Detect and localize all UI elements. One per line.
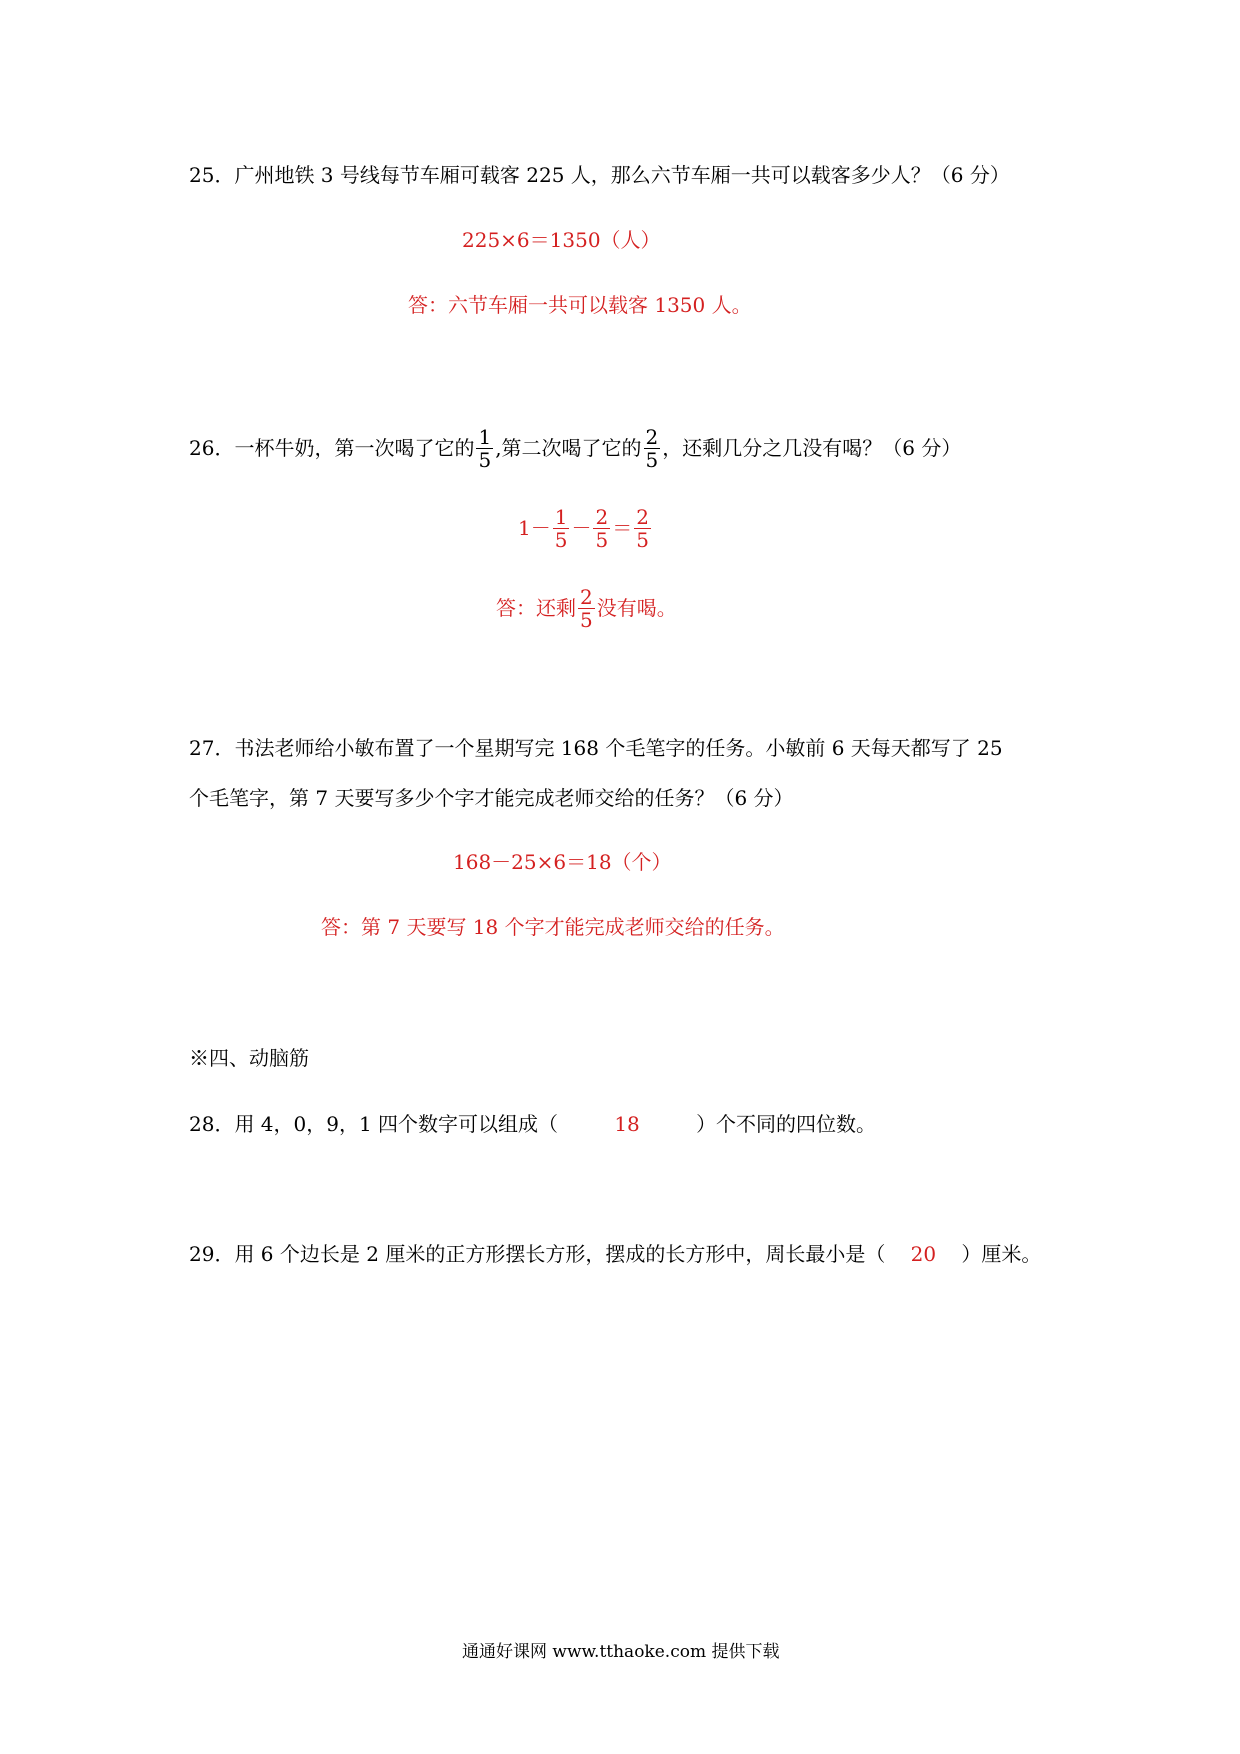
q26-answer-text-2: 没有喝。 [596,596,677,620]
q29-text-2: ）厘米。 [961,1242,1042,1266]
fraction-denominator: 5 [595,527,609,552]
q26-fraction-2 [644,426,661,471]
q28-text-1: 28．用 4，0，9，1 四个数字可以组成（ [189,1112,559,1136]
fraction-numerator: 1 [554,504,568,529]
question-27-line-2: 个毛笔字，第 7 天要写多少个字才能完成老师交给的任务？（6 分） [189,786,794,810]
q27-answer: 答：第 7 天要写 18 个字才能完成老师交给的任务。 [321,915,785,939]
question-26 [189,420,961,476]
fraction-numerator: 2 [636,504,649,529]
fraction-numerator: 2 [595,504,609,529]
fraction-numerator: 1 [478,424,492,449]
q25-formula: 225×6＝1350（人） [462,228,661,252]
fraction-denominator: 5 [554,527,568,552]
q26-calc-equals: ＝ [612,516,633,540]
q28-answer: 18 [614,1112,640,1136]
q26-calc-one-minus: 1－ [518,516,551,540]
q26-calc-fraction-2 [593,506,610,551]
q26-answer-text-1: 答：还剩 [496,596,576,620]
q26-text-3: ，还剩几分之几没有喝？（6 分） [662,436,962,460]
q26-calc-fraction-1 [553,506,570,551]
question-25: 25．广州地铁 3 号线每节车厢可载客 225 人，那么六节车厢一共可以载客多少人？（6 分） [189,163,1010,187]
question-28 [189,1110,876,1138]
fraction-numerator: 2 [645,424,659,449]
fraction-denominator: 5 [580,607,593,632]
q26-text-2: ,第二次喝了它的 [495,436,642,460]
q26-text-1: 26．一杯牛奶，第一次喝了它的 [189,436,475,460]
page-footer: 通通好课网 www.tthaoke.com 提供下载 [462,1642,780,1662]
fraction-denominator: 5 [645,447,659,472]
q26-answer-fraction [578,586,595,631]
q27-formula: 168－25×6＝18（个） [453,850,672,874]
fraction-denominator: 5 [636,527,649,552]
question-29 [189,1240,1041,1268]
question-27-line-1: 27．书法老师给小敏布置了一个星期写完 168 个毛笔字的任务。小敏前 6 天每天都写了 25 [189,736,1003,760]
q26-answer [496,580,677,636]
section-4-title: ※四、动脑筋 [189,1046,309,1070]
q29-answer: 20 [910,1242,937,1266]
q26-formula [518,500,653,556]
q29-text-1: 29．用 6 个边长是 2 厘米的正方形摆长方形，摆成的长方形中，周长最小是（ [189,1242,886,1266]
fraction-numerator: 2 [580,584,593,609]
q26-calc-minus: － [571,516,592,540]
q26-calc-fraction-3 [634,506,651,551]
q25-answer: 答：六节车厢一共可以载客 1350 人。 [408,293,752,317]
fraction-denominator: 5 [478,447,492,472]
q28-text-2: ）个不同的四位数。 [696,1112,877,1136]
q26-fraction-1 [476,426,493,471]
